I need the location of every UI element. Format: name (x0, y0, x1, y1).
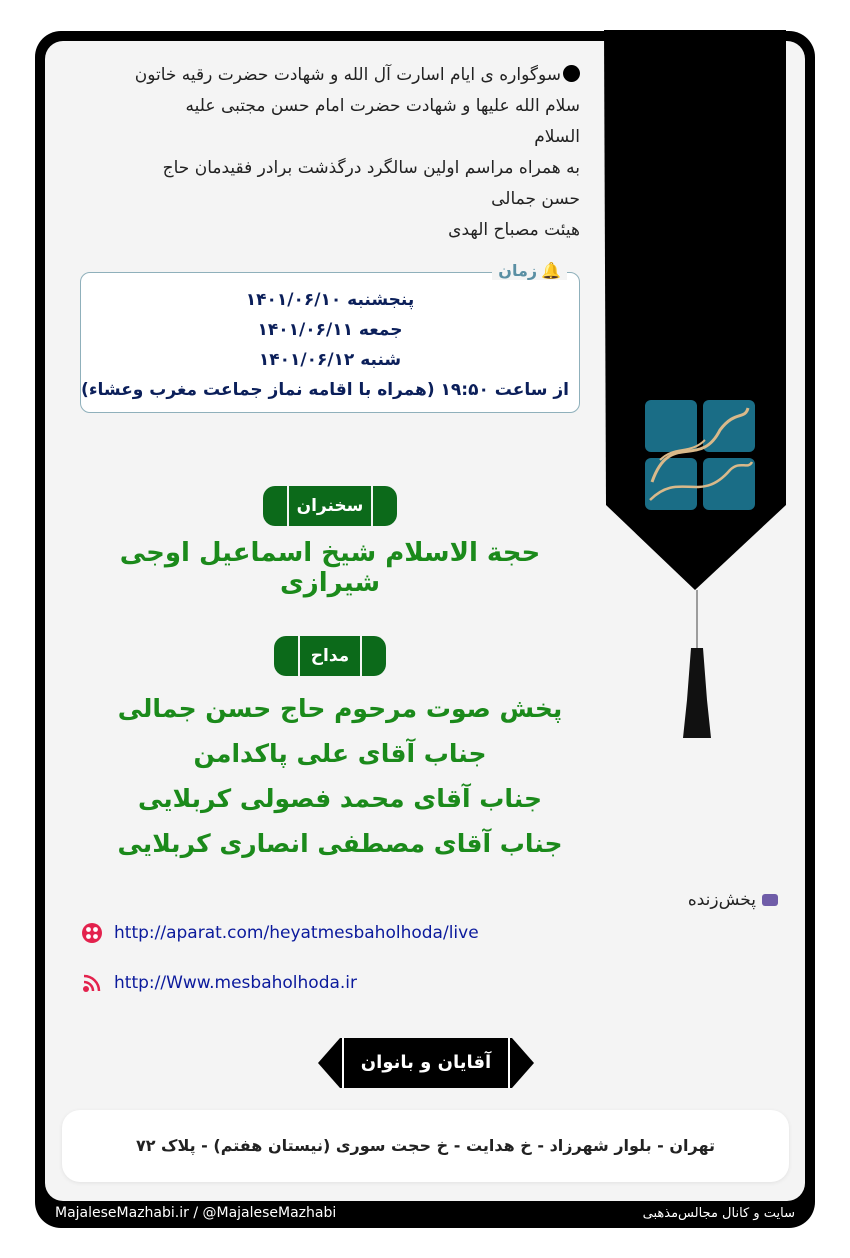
audience-label: آقایان و بانوان (342, 1038, 510, 1088)
footer (45, 1201, 805, 1228)
camera-icon (762, 894, 778, 906)
address-box (62, 1110, 789, 1182)
website-link-row[interactable] (80, 970, 357, 996)
eulogist-badge: مداح (274, 636, 386, 676)
aparat-link[interactable]: http://aparat.com/heyatmesbaholhoda/live (114, 923, 479, 943)
time-label: 🔔زمان (492, 261, 567, 280)
footer-site: سایت و کانال مجالس‌مذهبی (642, 1206, 795, 1221)
eulogist-name: جناب آقای علی پاکدامن (193, 739, 487, 768)
intro-line: السلام (534, 127, 580, 147)
eulogist-name: جناب آقای مصطفی انصاری کربلایی (117, 829, 563, 858)
aparat-link-row[interactable] (80, 920, 479, 946)
time-line: جمعه ۱۴۰۱/۰۶/۱۱ (257, 320, 403, 340)
eulogist-name: جناب آقای محمد فصولی کربلایی (138, 784, 542, 813)
speaker-name: حجة الاسلام شیخ اسماعیل اوجی شیرازی (119, 538, 541, 598)
live-label: پخش‌زنده (688, 890, 778, 910)
address-text: تهران - بلوار شهرزاد - خ هدایت - خ حجت سوری (نیستان هفتم) - پلاک ۷۲ (135, 1136, 716, 1155)
bell-icon: 🔔 (541, 261, 561, 280)
speaker-badge: سخنران (263, 486, 397, 526)
time-line: پنجشنبه ۱۴۰۱/۰۶/۱۰ (245, 290, 415, 310)
intro-line: سوگواره ی ایام اسارت آل الله و شهادت حضرت رقیه خاتون (80, 60, 580, 91)
intro-line: هیئت مصباح الهدی (448, 220, 580, 240)
intro-line: حسن جمالی (491, 189, 580, 209)
intro-line: به همراه مراسم اولین سالگرد درگذشت برادر فقیدمان حاج (162, 158, 580, 178)
time-line: شنبه ۱۴۰۱/۰۶/۱۲ (258, 350, 402, 370)
tassel-icon (683, 648, 711, 738)
broadcast-icon (80, 971, 104, 995)
website-link[interactable]: http://Www.mesbaholhoda.ir (114, 973, 358, 993)
aparat-icon (80, 921, 104, 945)
intro-line: سلام الله علیها و شهادت حضرت امام حسن مجتبی علیه (185, 96, 580, 116)
time-line: از ساعت ۱۹:۵۰ (همراه با اقامه نماز جماعت مغرب وعشاء) (81, 380, 569, 400)
eulogist-list (70, 686, 610, 866)
audience-badge (318, 1038, 534, 1088)
footer-handle: MajaleseMazhabi.ir / @MajaleseMazhabi (55, 1205, 337, 1221)
eulogist-name: پخش صوت مرحوم حاج حسن جمالی (117, 694, 563, 723)
